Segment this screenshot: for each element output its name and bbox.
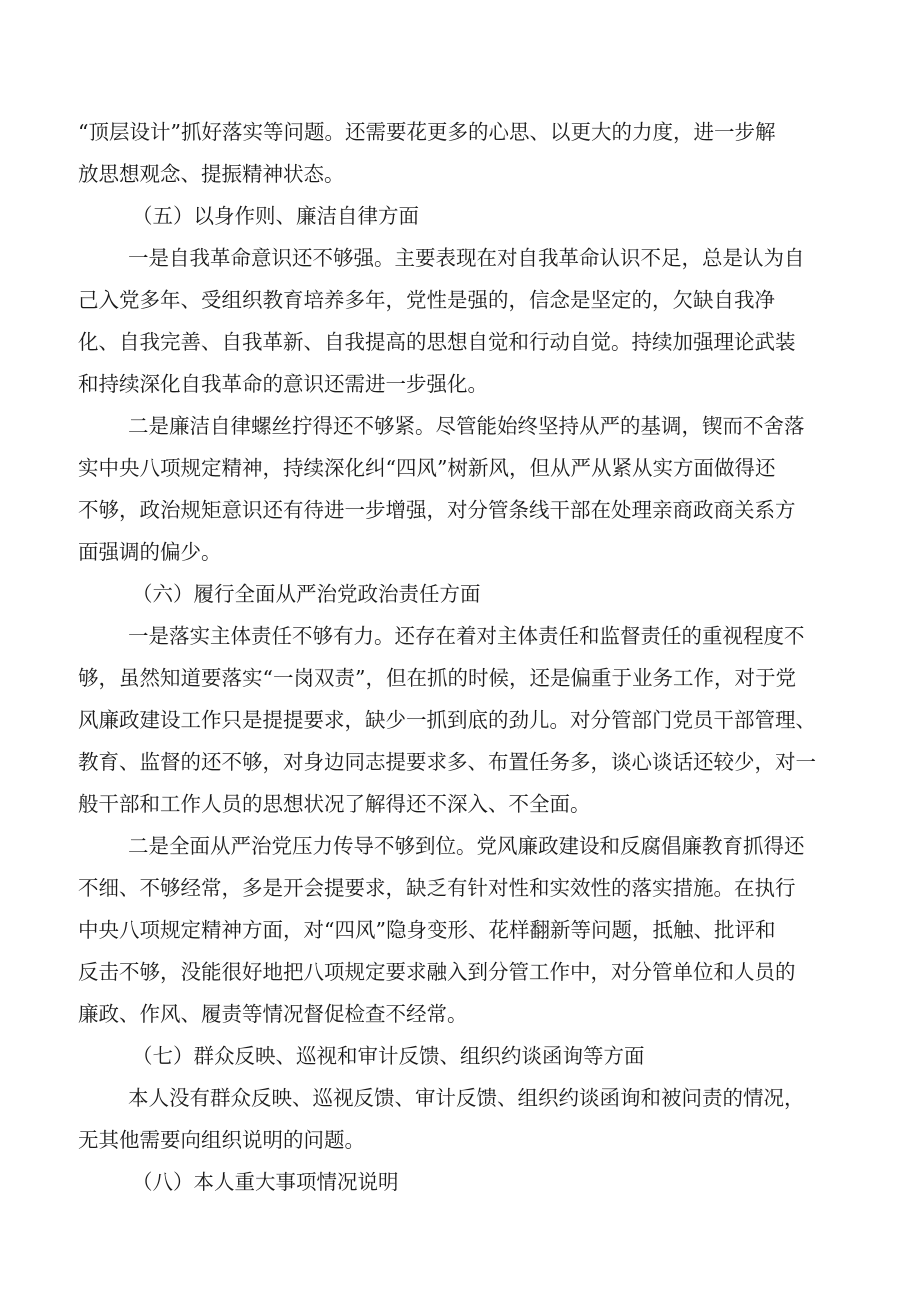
text-line: 中央八项规定精神方面，对“四风”隐身变形、花样翻新等问题，抵触、批评和 — [78, 918, 776, 942]
text-line: 实中央八项规定精神，持续深化纠“四风”树新风，但从严从紧从实方面做得还 — [78, 456, 776, 480]
text-line: 教育、监督的还不够，对身边同志提要求多、布置任务多，谈心谈话还较少，对一 — [78, 750, 816, 774]
text-line: 化、自我完善、自我革新、自我提高的思想自觉和行动自觉。持续加强理论武装 — [78, 330, 796, 354]
text-line: 和持续深化自我革命的意识还需进一步强化。 — [78, 372, 488, 396]
text-line: 二是廉洁自律螺丝拧得还不够紧。尽管能始终坚持从严的基调，锲而不舍落 — [128, 414, 805, 438]
text-line: 己入党多年、受组织教育培养多年，党性是强的，信念是坚定的，欠缺自我净 — [78, 288, 775, 312]
text-line: “顶层设计”抓好落实等问题。还需要花更多的心思、以更大的力度，进一步解 — [78, 120, 776, 144]
section-heading: （八）本人重大事项情况说明 — [132, 1170, 399, 1194]
section-heading: （五）以身作则、廉洁自律方面 — [132, 204, 419, 228]
text-line: 本人没有群众反映、巡视反馈、审计反馈、组织约谈函询和被问责的情况， — [128, 1086, 805, 1110]
section-heading: （七）群众反映、巡视和审计反馈、组织约谈函询等方面 — [132, 1044, 645, 1068]
text-line: 反击不够，没能很好地把八项规定要求融入到分管工作中，对分管单位和人员的 — [78, 960, 796, 984]
text-line: 不细、不够经常，多是开会提要求，缺乏有针对性和实效性的落实措施。在执行 — [78, 876, 796, 900]
section-heading: （六）履行全面从严治党政治责任方面 — [132, 582, 481, 606]
text-line: 不够，政治规矩意识还有待进一步增强，对分管条线干部在处理亲商政商关系方 — [78, 498, 796, 522]
text-line: 一是自我革命意识还不够强。主要表现在对自我革命认识不足，总是认为自 — [128, 246, 805, 270]
text-line: 廉政、作风、履责等情况督促检查不经常。 — [78, 1002, 468, 1026]
text-line: 一是落实主体责任不够有力。还存在着对主体责任和监督责任的重视程度不 — [128, 624, 805, 648]
text-line: 面强调的偏少。 — [78, 540, 222, 564]
text-line: 般干部和工作人员的思想状况了解得还不深入、不全面。 — [78, 792, 591, 816]
text-line: 放思想观念、提振精神状态。 — [78, 162, 345, 186]
text-line: 风廉政建设工作只是提提要求，缺少一抓到底的劲儿。对分管部门党员干部管理、 — [78, 708, 816, 732]
text-line: 够，虽然知道要落实“一岗双责”，但在抓的时候，还是偏重于业务工作，对于党 — [78, 666, 796, 690]
text-line: 无其他需要向组织说明的问题。 — [78, 1128, 365, 1152]
text-line: 二是全面从严治党压力传导不够到位。党风廉政建设和反腐倡廉教育抓得还 — [128, 834, 805, 858]
